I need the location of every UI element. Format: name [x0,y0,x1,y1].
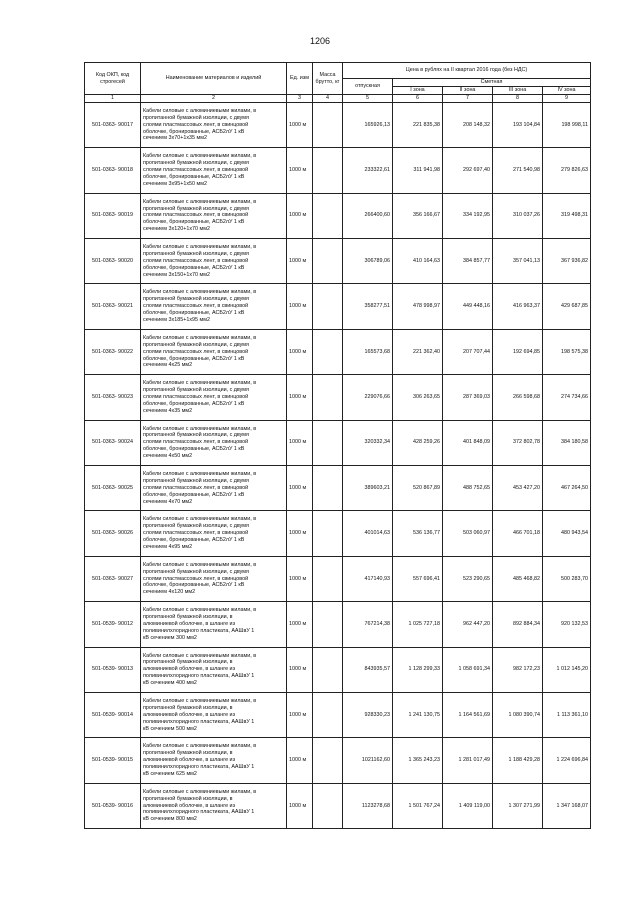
table-row [85,239,591,284]
price-zone-3: 266 598,68 [493,375,543,420]
gross-mass [313,466,343,511]
material-name: Кабели силовые с алюминиевыми жилами, в пропитанной бумажной изоляции, в алюминиевой оболочке, в шланге из поливинилхлоридного пластиката, ААШвУ 1 кВ сечением 625 мм2 [141,738,287,783]
header-unit: Ед. изм [287,63,313,95]
price-zone-3: 466 701,18 [493,511,543,556]
table-row [85,602,591,647]
gross-mass [313,511,343,556]
cable-code: 501-0363- 90026 [85,511,141,556]
unit-of-measure: 1000 м [287,102,313,147]
table-row [85,647,591,692]
unit-of-measure: 1000 м [287,738,313,783]
material-name: Кабели силовые с алюминиевыми жилами, в пропитанной бумажной изоляции, с двумя слоями пластмассовых лент, в свинцовой оболочке, бронированные, АСБ2лУ 1 кВ сечением 3х120+1х70 мм2 [141,193,287,238]
table-row [85,783,591,828]
gross-mass [313,193,343,238]
unit-of-measure: 1000 м [287,193,313,238]
cable-code: 501-0539- 90013 [85,647,141,692]
column-index-row [85,95,591,103]
release-price: 1123278,68 [343,783,393,828]
table-row [85,692,591,737]
price-zone-2: 962 447,20 [443,602,493,647]
release-price: 165573,68 [343,329,393,374]
gross-mass [313,602,343,647]
gross-mass [313,375,343,420]
price-zone-3: 192 694,85 [493,329,543,374]
material-name: Кабели силовые с алюминиевыми жилами, в пропитанной бумажной изоляции, с двумя слоями пластмассовых лент, в свинцовой оболочке, бронированные, АСБ2лУ 1 кВ сечением 4х95 мм2 [141,511,287,556]
price-zone-2: 384 857,77 [443,239,493,284]
material-name: Кабели силовые с алюминиевыми жилами, в пропитанной бумажной изоляции, в алюминиевой оболочке, в шланге из поливинилхлоридного пластиката, ААШвУ 1 кВ сечением 300 мм2 [141,602,287,647]
price-zone-2: 488 752,65 [443,466,493,511]
table-row [85,466,591,511]
cable-code: 501-0363- 90025 [85,466,141,511]
release-price: 928330,23 [343,692,393,737]
price-zone-4: 500 283,70 [543,556,591,601]
unit-of-measure: 1000 м [287,375,313,420]
cable-code: 501-0363- 90017 [85,102,141,147]
unit-of-measure: 1000 м [287,239,313,284]
release-price: 1021162,60 [343,738,393,783]
price-zone-1: 221 835,38 [393,102,443,147]
header-mass: Масса брутто, кг [313,63,343,95]
header-name: Наименование материалов и изделий [141,63,287,95]
header-zone-4: IV зона [543,87,591,95]
price-zone-1: 311 941,98 [393,148,443,193]
table-row [85,738,591,783]
price-zone-3: 453 427,20 [493,466,543,511]
column-index: 2 [141,95,287,103]
price-zone-4: 1 012 145,20 [543,647,591,692]
gross-mass [313,239,343,284]
release-price: 767214,38 [343,602,393,647]
material-name: Кабели силовые с алюминиевыми жилами, в пропитанной бумажной изоляции, с двумя слоями пластмассовых лент, в свинцовой оболочке, бронированные, АСБ2лУ 1 кВ сечением 4х25 мм2 [141,329,287,374]
price-zone-4: 198 575,38 [543,329,591,374]
release-price: 358277,51 [343,284,393,329]
column-index: 6 [393,95,443,103]
price-zone-2: 287 369,03 [443,375,493,420]
release-price: 401014,63 [343,511,393,556]
header-estimate: Сметная [393,79,591,87]
unit-of-measure: 1000 м [287,783,313,828]
column-index: 1 [85,95,141,103]
unit-of-measure: 1000 м [287,284,313,329]
unit-of-measure: 1000 м [287,329,313,374]
material-name: Кабели силовые с алюминиевыми жилами, в пропитанной бумажной изоляции, с двумя слоями пластмассовых лент, в свинцовой оболочке, бронированные, АСБ2лУ 1 кВ сечением 4х120 мм2 [141,556,287,601]
price-zone-4: 274 734,66 [543,375,591,420]
table-row [85,284,591,329]
price-zone-1: 1 128 299,33 [393,647,443,692]
table-row [85,420,591,465]
column-index: 9 [543,95,591,103]
unit-of-measure: 1000 м [287,556,313,601]
price-zone-1: 1 025 727,18 [393,602,443,647]
price-zone-2: 1 281 017,49 [443,738,493,783]
price-zone-3: 271 540,98 [493,148,543,193]
gross-mass [313,783,343,828]
price-zone-4: 467 264,50 [543,466,591,511]
gross-mass [313,284,343,329]
price-zone-2: 1 164 561,69 [443,692,493,737]
unit-of-measure: 1000 м [287,511,313,556]
page-number: 1206 [309,36,331,46]
unit-of-measure: 1000 м [287,148,313,193]
price-zone-4: 319 498,31 [543,193,591,238]
unit-of-measure: 1000 м [287,692,313,737]
price-zone-2: 449 448,16 [443,284,493,329]
table-row [85,375,591,420]
release-price: 165926,13 [343,102,393,147]
release-price: 229076,66 [343,375,393,420]
header-release: отпускная [343,79,393,95]
price-zone-3: 1 080 390,74 [493,692,543,737]
price-zone-2: 207 707,44 [443,329,493,374]
table-row [85,556,591,601]
header-price-group: Цена в рублях на II квартал 2016 года (без НДС) [343,63,591,79]
price-zone-3: 485 468,82 [493,556,543,601]
price-zone-1: 557 696,41 [393,556,443,601]
release-price: 389603,21 [343,466,393,511]
price-zone-2: 292 697,40 [443,148,493,193]
release-price: 266400,60 [343,193,393,238]
unit-of-measure: 1000 м [287,602,313,647]
price-zone-2: 523 290,65 [443,556,493,601]
price-zone-1: 478 998,97 [393,284,443,329]
price-zone-1: 410 164,63 [393,239,443,284]
gross-mass [313,556,343,601]
cable-code: 501-0539- 90016 [85,783,141,828]
price-zone-1: 536 136,77 [393,511,443,556]
price-zone-4: 367 936,82 [543,239,591,284]
price-zone-4: 1 224 696,84 [543,738,591,783]
cable-code: 501-0539- 90015 [85,738,141,783]
material-name: Кабели силовые с алюминиевыми жилами, в пропитанной бумажной изоляции, с двумя слоями пластмассовых лент, в свинцовой оболочке, бронированные, АСБ2лУ 1 кВ сечением 4х35 мм2 [141,375,287,420]
header-zone-2: II зона [443,87,493,95]
material-name: Кабели силовые с алюминиевыми жилами, в пропитанной бумажной изоляции, в алюминиевой оболочке, в шланге из поливинилхлоридного пластиката, ААШвУ 1 кВ сечением 800 мм2 [141,783,287,828]
unit-of-measure: 1000 м [287,466,313,511]
price-zone-2: 1 409 119,00 [443,783,493,828]
price-zone-2: 503 060,97 [443,511,493,556]
price-zone-4: 1 113 361,10 [543,692,591,737]
material-name: Кабели силовые с алюминиевыми жилами, в пропитанной бумажной изоляции, с двумя слоями пластмассовых лент, в свинцовой оболочке, бронированные, АСБ2лУ 1 кВ сечением 3х70+1х35 мм2 [141,102,287,147]
release-price: 320332,34 [343,420,393,465]
price-zone-2: 334 192,95 [443,193,493,238]
table-row [85,329,591,374]
cable-code: 501-0363- 90027 [85,556,141,601]
cable-code: 501-0363- 90023 [85,375,141,420]
price-zone-3: 982 172,23 [493,647,543,692]
price-zone-3: 892 884,34 [493,602,543,647]
cable-code: 501-0539- 90012 [85,602,141,647]
price-zone-3: 416 963,37 [493,284,543,329]
price-zone-4: 279 826,63 [543,148,591,193]
column-index: 8 [493,95,543,103]
header-zone-3: III зона [493,87,543,95]
price-zone-1: 356 166,67 [393,193,443,238]
table-row [85,102,591,147]
material-name: Кабели силовые с алюминиевыми жилами, в пропитанной бумажной изоляции, в алюминиевой оболочке, в шланге из поливинилхлоридного пластиката, ААШвУ 1 кВ сечением 400 мм2 [141,647,287,692]
price-zone-1: 1 241 130,75 [393,692,443,737]
release-price: 233322,61 [343,148,393,193]
release-price: 306789,06 [343,239,393,284]
price-zone-3: 1 188 429,28 [493,738,543,783]
price-zone-1: 520 867,89 [393,466,443,511]
price-zone-2: 208 148,32 [443,102,493,147]
material-name: Кабели силовые с алюминиевыми жилами, в пропитанной бумажной изоляции, с двумя слоями пластмассовых лент, в свинцовой оболочке, бронированные, АСБ2лУ 1 кВ сечением 4х50 мм2 [141,420,287,465]
gross-mass [313,420,343,465]
gross-mass [313,647,343,692]
price-zone-4: 384 180,58 [543,420,591,465]
price-zone-3: 193 104,84 [493,102,543,147]
header-zone-1: I зона [393,87,443,95]
material-name: Кабели силовые с алюминиевыми жилами, в пропитанной бумажной изоляции, с двумя слоями пластмассовых лент, в свинцовой оболочке, бронированные, АСБ2лУ 1 кВ сечением 3х185+1х95 мм2 [141,284,287,329]
column-index: 5 [343,95,393,103]
cable-code: 501-0539- 90014 [85,692,141,737]
gross-mass [313,102,343,147]
gross-mass [313,329,343,374]
cable-code: 501-0363- 90020 [85,239,141,284]
unit-of-measure: 1000 м [287,420,313,465]
release-price: 417140,93 [343,556,393,601]
table-row [85,148,591,193]
material-name: Кабели силовые с алюминиевыми жилами, в пропитанной бумажной изоляции, с двумя слоями пластмассовых лент, в свинцовой оболочке, бронированные, АСБ2лУ 1 кВ сечением 3х150+1х70 мм2 [141,239,287,284]
price-zone-3: 1 307 271,99 [493,783,543,828]
release-price: 843935,57 [343,647,393,692]
price-zone-3: 357 041,13 [493,239,543,284]
price-zone-4: 1 347 168,07 [543,783,591,828]
price-zone-4: 429 687,85 [543,284,591,329]
gross-mass [313,692,343,737]
cable-code: 501-0363- 90019 [85,193,141,238]
price-zone-1: 428 259,26 [393,420,443,465]
unit-of-measure: 1000 м [287,647,313,692]
price-zone-1: 221 362,40 [393,329,443,374]
column-index: 7 [443,95,493,103]
price-zone-2: 401 848,09 [443,420,493,465]
price-zone-3: 310 037,26 [493,193,543,238]
price-zone-4: 920 132,53 [543,602,591,647]
gross-mass [313,738,343,783]
table-row [85,511,591,556]
price-zone-4: 198 998,11 [543,102,591,147]
price-zone-3: 372 802,78 [493,420,543,465]
price-zone-1: 306 263,65 [393,375,443,420]
material-name: Кабели силовые с алюминиевыми жилами, в пропитанной бумажной изоляции, в алюминиевой оболочке, в шланге из поливинилхлоридного пластиката, ААШвУ 1 кВ сечением 500 мм2 [141,692,287,737]
price-zone-4: 480 943,54 [543,511,591,556]
cable-code: 501-0363- 90022 [85,329,141,374]
gross-mass [313,148,343,193]
price-zone-1: 1 365 243,23 [393,738,443,783]
price-zone-1: 1 501 767,24 [393,783,443,828]
cable-code: 501-0363- 90021 [85,284,141,329]
price-zone-2: 1 058 691,34 [443,647,493,692]
cable-code: 501-0363- 90018 [85,148,141,193]
material-name: Кабели силовые с алюминиевыми жилами, в пропитанной бумажной изоляции, с двумя слоями пластмассовых лент, в свинцовой оболочке, бронированные, АСБ2лУ 1 кВ сечением 3х95+1х50 мм2 [141,148,287,193]
material-name: Кабели силовые с алюминиевыми жилами, в пропитанной бумажной изоляции, с двумя слоями пластмассовых лент, в свинцовой оболочке, бронированные, АСБ2лУ 1 кВ сечением 4х70 мм2 [141,466,287,511]
header-code: Код ОКП, код строгесей [85,63,141,95]
price-table [84,62,591,829]
table-row [85,193,591,238]
column-index: 3 [287,95,313,103]
column-index: 4 [313,95,343,103]
cable-code: 501-0363- 90024 [85,420,141,465]
